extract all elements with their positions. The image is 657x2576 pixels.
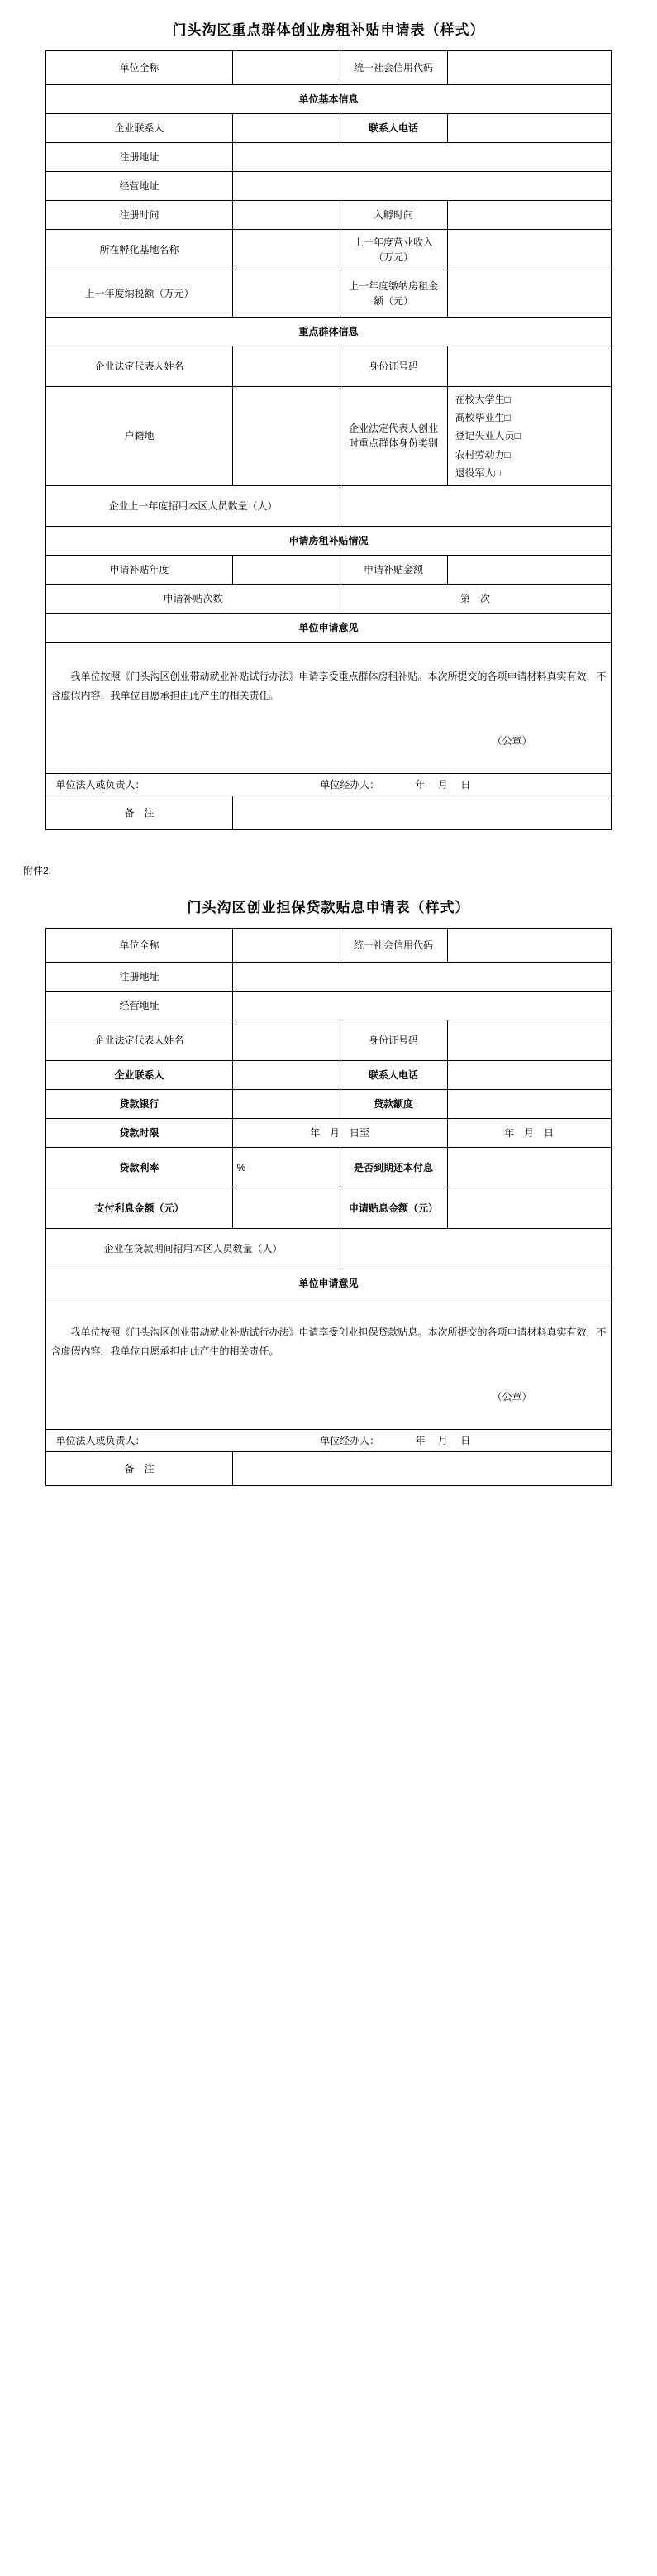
- page-title-1: 门头沟区重点群体创业房租补贴申请表（样式）: [172, 22, 485, 38]
- table-row: [46, 1020, 611, 1060]
- biz-address-input-2[interactable]: [232, 991, 611, 1020]
- repaid-input[interactable]: [447, 1147, 611, 1188]
- apply-interest-input[interactable]: [447, 1188, 611, 1228]
- form-table-2: [45, 928, 611, 1486]
- contact-input[interactable]: [232, 114, 340, 143]
- table-row: [46, 230, 611, 270]
- contact-label-2: 企业联系人: [46, 1060, 232, 1089]
- seal-placeholder: （公章）: [492, 734, 532, 747]
- apply-times-label: 申请补贴次数: [46, 584, 340, 613]
- reg-address-input-2[interactable]: [232, 962, 611, 991]
- incubator-label: 所在孵化基地名称: [46, 230, 232, 270]
- table-row: [46, 201, 611, 230]
- company-name-input[interactable]: [232, 51, 340, 85]
- household-input[interactable]: [232, 387, 340, 486]
- company-name-input-2[interactable]: [232, 928, 340, 962]
- apply-amount-input[interactable]: [447, 555, 611, 584]
- reg-time-input[interactable]: [232, 201, 340, 230]
- last-year-rent-label: 上一年度缴纳房租金额（元）: [340, 270, 447, 318]
- table-row: [46, 1429, 611, 1451]
- incubator-input[interactable]: [232, 230, 340, 270]
- page-gap: [0, 830, 657, 863]
- repaid-label: 是否到期还本付息: [340, 1147, 447, 1188]
- biz-address-label-2: 经营地址: [46, 991, 232, 1020]
- table-row: [46, 1228, 611, 1269]
- remark-input[interactable]: [232, 796, 611, 829]
- id-number-input-2[interactable]: [447, 1020, 611, 1060]
- table-row: [46, 1188, 611, 1228]
- identity-options-group: [447, 387, 611, 486]
- last-year-rent-input[interactable]: [447, 270, 611, 318]
- table-row: [46, 51, 611, 85]
- contact-input-2[interactable]: [232, 1060, 340, 1089]
- legal-person-input-2[interactable]: [232, 1020, 340, 1060]
- reg-address-label: 注册地址: [46, 143, 232, 172]
- table-row: [46, 1118, 611, 1147]
- apply-year-input[interactable]: [232, 555, 340, 584]
- table-row: [46, 796, 611, 829]
- statement-text: 我单位按照《门头沟区创业带动就业补贴试行办法》申请享受重点群体房租补贴。本次所提交的各项申请材料真实有效，不含虚假内容，我单位自愿承担由此产生的相关责任。: [50, 671, 607, 701]
- table-row: [46, 485, 611, 526]
- legal-person-label: 企业法定代表人姓名: [46, 346, 232, 387]
- hire-count-input[interactable]: [340, 485, 611, 526]
- page-title-2: 门头沟区创业担保贷款贴息申请表（样式）: [187, 899, 470, 915]
- table-row: [46, 642, 611, 773]
- table-row: [46, 962, 611, 991]
- section-key-group: 重点群体信息: [46, 318, 611, 346]
- remark-label: 备 注: [46, 796, 232, 829]
- identity-option-2[interactable]: 登记失业人员□: [455, 430, 521, 442]
- apply-amount-label: 申请补贴金额: [340, 555, 447, 584]
- sign-legal-label[interactable]: 单位法人或负责人：: [55, 778, 145, 791]
- identity-option-1[interactable]: 高校毕业生□: [455, 412, 511, 424]
- loan-rate-label: 贷款利率: [46, 1147, 232, 1188]
- table-row: [46, 270, 611, 318]
- last-year-revenue-label: 上一年度营业收入（万元）: [340, 230, 447, 270]
- legal-person-label-2: 企业法定代表人姓名: [46, 1020, 232, 1060]
- table-row: [46, 1060, 611, 1089]
- sign-handler-label[interactable]: 单位经办人：: [320, 778, 380, 791]
- identity-type-label: 企业法定代表人创业时重点群体身份类别: [340, 387, 447, 486]
- table-row: [46, 346, 611, 387]
- table-row: [46, 1269, 611, 1298]
- table-row: [46, 85, 611, 114]
- section-opinion: 单位申请意见: [46, 613, 611, 642]
- document-page-2: [0, 877, 657, 1486]
- loan-limit-label: 贷款额度: [340, 1089, 447, 1118]
- sign-date-label[interactable]: 年 月 日: [415, 778, 476, 791]
- signature-block-2: [46, 1429, 611, 1451]
- table-row: [46, 526, 611, 555]
- incubate-time-label: 入孵时间: [340, 201, 447, 230]
- hire-count-input-2[interactable]: [340, 1228, 611, 1269]
- identity-option-0[interactable]: 在校大学生□: [455, 394, 511, 405]
- paid-interest-input[interactable]: [232, 1188, 340, 1228]
- id-number-input[interactable]: [447, 346, 611, 387]
- loan-term-label: 贷款时限: [46, 1118, 232, 1147]
- form-table-1: [45, 50, 611, 830]
- signature-block: [46, 773, 611, 796]
- id-number-label: 身份证号码: [340, 346, 447, 387]
- opinion-block: [46, 642, 611, 773]
- sign-legal-label-2[interactable]: 单位法人或负责人：: [55, 1434, 145, 1446]
- bottom-spacer: [0, 1486, 657, 1508]
- last-year-revenue-input[interactable]: [447, 230, 611, 270]
- last-year-tax-input[interactable]: [232, 270, 340, 318]
- section-apply-rent: 申请房租补贴情况: [46, 526, 611, 555]
- household-label: 户籍地: [46, 387, 232, 486]
- identity-option-4[interactable]: 退役军人□: [455, 466, 501, 479]
- company-name-label: 单位全称: [46, 51, 232, 85]
- biz-address-input[interactable]: [232, 172, 611, 201]
- legal-person-input[interactable]: [232, 346, 340, 387]
- table-row: [46, 1298, 611, 1429]
- hire-count-label: 企业上一年度招用本区人员数量（人）: [46, 485, 340, 526]
- table-row: [46, 172, 611, 201]
- loan-term-start[interactable]: 年 月 日至: [232, 1118, 447, 1147]
- apply-interest-label: 申请贴息金额（元）: [340, 1188, 447, 1228]
- apply-year-label: 申请补贴年度: [46, 555, 232, 584]
- attachment-2-label: 附件2:: [23, 864, 52, 877]
- paid-interest-label: 支付利息金额（元）: [46, 1188, 232, 1228]
- credit-code-label: 统一社会信用代码: [340, 51, 447, 85]
- table-row: [46, 584, 611, 613]
- contact-phone-input[interactable]: [447, 114, 611, 143]
- contact-phone-label-2: 联系人电话: [340, 1060, 447, 1089]
- seal-placeholder-2: （公章）: [492, 1390, 532, 1403]
- document-page-1: [0, 0, 657, 830]
- table-row: [46, 387, 611, 486]
- reg-address-label-2: 注册地址: [46, 962, 232, 991]
- loan-term-end[interactable]: 年 月 日: [447, 1118, 611, 1147]
- hire-count-label-2: 企业在贷款期间招用本区人员数量（人）: [46, 1228, 340, 1269]
- biz-address-label: 经营地址: [46, 172, 232, 201]
- sign-date-label-2[interactable]: 年 月 日: [415, 1434, 476, 1446]
- incubate-time-input[interactable]: [447, 201, 611, 230]
- loan-limit-input[interactable]: [447, 1089, 611, 1118]
- contact-label: 企业联系人: [46, 114, 232, 143]
- statement-text-2: 我单位按照《门头沟区创业带动就业补贴试行办法》申请享受创业担保贷款贴息。本次所提交的各项申请材料真实有效，不含虚假内容，我单位自愿承担由此产生的相关责任。: [50, 1326, 607, 1357]
- section-opinion-2: 单位申请意见: [46, 1269, 611, 1298]
- table-row: [46, 773, 611, 796]
- loan-rate-input[interactable]: %: [232, 1147, 340, 1188]
- loan-bank-input[interactable]: [232, 1089, 340, 1118]
- table-row: [46, 1451, 611, 1485]
- table-row: [46, 613, 611, 642]
- table-row: [46, 991, 611, 1020]
- table-row: [46, 114, 611, 143]
- remark-input-2[interactable]: [232, 1451, 611, 1485]
- last-year-tax-label: 上一年度纳税额（万元）: [46, 270, 232, 318]
- table-row: [46, 928, 611, 962]
- id-number-label-2: 身份证号码: [340, 1020, 447, 1060]
- credit-code-input-2[interactable]: [447, 928, 611, 962]
- opinion-block-2: [46, 1298, 611, 1429]
- apply-times-value[interactable]: 第 次: [340, 584, 611, 613]
- credit-code-input[interactable]: [447, 51, 611, 85]
- reg-time-label: 注册时间: [46, 201, 232, 230]
- company-name-label-2: 单位全称: [46, 928, 232, 962]
- table-row: [46, 143, 611, 172]
- table-row: [46, 1089, 611, 1118]
- section-basic-info: 单位基本信息: [46, 85, 611, 114]
- identity-option-3[interactable]: 农村劳动力□: [455, 448, 511, 461]
- loan-bank-label: 贷款银行: [46, 1089, 232, 1118]
- sign-handler-label-2[interactable]: 单位经办人：: [320, 1434, 380, 1446]
- table-row: [46, 555, 611, 584]
- table-row: [46, 1147, 611, 1188]
- contact-phone-label: 联系人电话: [340, 114, 447, 143]
- table-row: [46, 318, 611, 346]
- reg-address-input[interactable]: [232, 143, 611, 172]
- credit-code-label-2: 统一社会信用代码: [340, 928, 447, 962]
- contact-phone-input-2[interactable]: [447, 1060, 611, 1089]
- remark-label-2: 备 注: [46, 1451, 232, 1485]
